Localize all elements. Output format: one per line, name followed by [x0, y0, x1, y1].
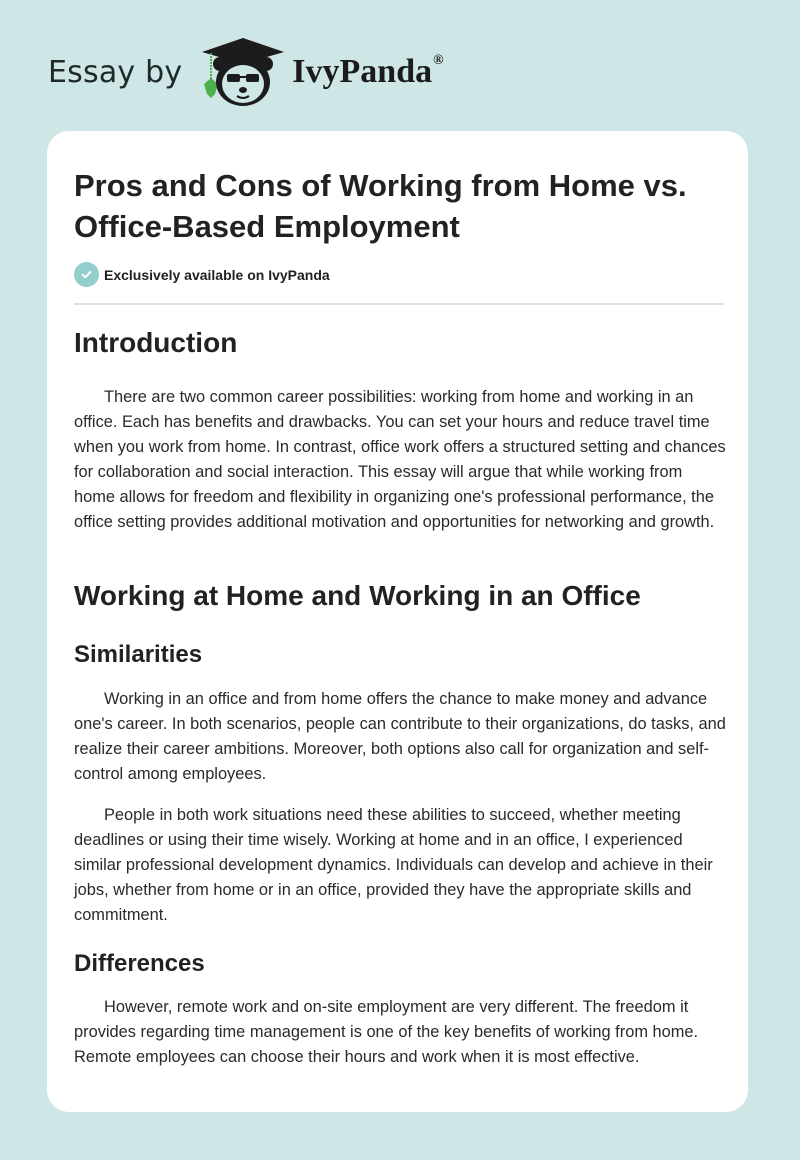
section-heading-home-vs-office: Working at Home and Working in an Office: [74, 580, 641, 611]
intro-paragraph: There are two common career possibilities: working from home and working in an office. Each has benefits and drawbacks. You can set your hours and reduce travel time when you work from home. In contrast, office work offers a structured setting and chances for collaboration and social interaction. This essay will argue that while working from home allows for freedom and flexibility in organizing one's professional performance, the office setting provides additional motivation and opportunities for networking and growth.: [74, 388, 726, 531]
subsection-heading-differences: Differences: [74, 950, 205, 977]
subsection-heading-similarities: Similarities: [74, 641, 203, 668]
differences-paragraph-1: However, remote work and on-site employment are very different. The freedom it provides regarding time management is one of the key benefits of working from home. Remote employees can choose their hours and work when it is most effective.: [74, 998, 699, 1066]
essay-card: [47, 131, 748, 1112]
essay-by-label: Essay by: [48, 54, 183, 90]
site-header: [48, 36, 444, 108]
ivypanda-panda-logo-icon[interactable]: [200, 36, 286, 108]
check-circle-icon: [74, 262, 99, 287]
similarities-paragraph-1: Working in an office and from home offers the chance to make money and advance one's career. In both scenarios, people can contribute to their organizations, do tasks, and realize their career ambitions. Moreover, both options also call for organization and self-control among employees.: [74, 690, 726, 783]
similarities-paragraph-2: People in both work situations need these abilities to succeed, whether meeting deadlines or using their time wisely. Working at home and in an office, I experienced similar professional development dynamics. Individuals can develop and achieve in their jobs, whether from home or in an office, provided they have the appropriate skills and commitment.: [74, 806, 713, 924]
section-heading-introduction: Introduction: [74, 327, 238, 358]
exclusive-label: Exclusively available on IvyPanda: [104, 266, 330, 283]
essay-title: Pros and Cons of Working from Home vs. Office-Based Employment: [74, 168, 687, 244]
exclusive-badge: [74, 262, 330, 287]
title-divider: [74, 303, 724, 305]
ivypanda-brand-name[interactable]: IvyPanda®: [292, 52, 444, 90]
